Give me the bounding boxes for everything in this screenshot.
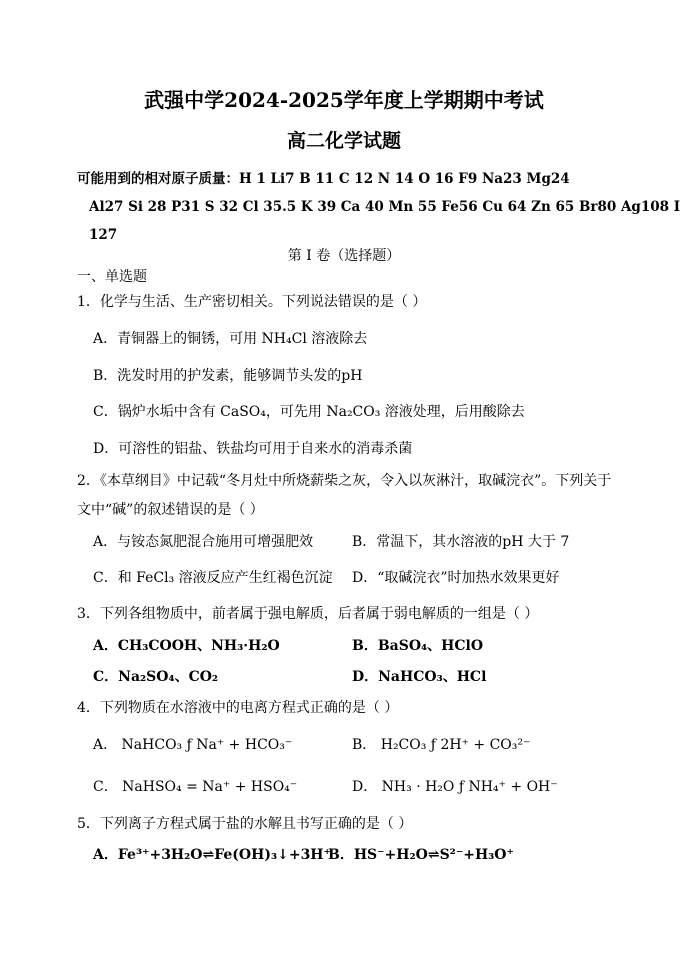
question-4-option-a: A． NaHCO₃ ƒ Na⁺ + HCO₃⁻ xyxy=(93,737,293,753)
atomic-masses-line-1: 可能用到的相对原子质量：H 1 Li7 B 11 C 12 N 14 O 16 F9 Na23 Mg24 xyxy=(77,171,570,187)
question-2-stem-line-1: 2．《本草纲目》中记载“冬月灶中所烧薪柴之灰，令入以灰淋汁，取碱浣衣”。下列关于 xyxy=(77,473,612,489)
question-5-stem: 5．下列离子方程式属于盐的水解且书写正确的是（ ） xyxy=(77,816,413,832)
question-2-option-b: B．常温下，其水溶液的pH 大于 7 xyxy=(352,534,570,550)
atomic-masses-line-3: 127 xyxy=(89,227,118,243)
question-4-option-c: C． NaHSO₄ = Na⁺ + HSO₄⁻ xyxy=(93,779,298,795)
question-2-option-a: A．与铵态氮肥混合施用可增强肥效 xyxy=(93,534,314,550)
question-1-stem: 1．化学与生活、生产密切相关。下列说法错误的是（ ） xyxy=(77,294,427,310)
question-3-option-d: D．NaHCO₃、HCl xyxy=(352,669,487,685)
question-2-stem-line-2: 文中“碱”的叙述错误的是（ ） xyxy=(77,502,264,518)
question-2-option-c: C．和 FeCl₃ 溶液反应产生红褐色沉淀 xyxy=(93,570,333,586)
part-label: 一、单选题 xyxy=(77,269,147,285)
atomic-masses-line-2: Al27 Si 28 P31 S 32 Cl 35.5 K 39 Ca 40 Mn 55 Fe56 Cu 64 Zn 65 Br80 Ag108 I xyxy=(89,199,681,215)
question-5-option-a: A．Fe³⁺+3H₂O⇌Fe(OH)₃↓+3H⁺ xyxy=(93,847,331,863)
section-title: 第 I 卷（选择题） xyxy=(287,248,401,264)
question-3-option-a: A．CH₃COOH、NH₃·H₂O xyxy=(93,638,280,654)
question-3-stem: 3．下列各组物质中，前者属于强电解质，后者属于弱电解质的一组是（ ） xyxy=(77,606,539,622)
question-1-option-a: A．青铜器上的铜锈，可用 NH₄Cl 溶液除去 xyxy=(93,331,368,347)
question-5-option-b: B．HS⁻+H₂O⇌S²⁻+H₃O⁺ xyxy=(328,847,514,863)
question-1-option-d: D．可溶性的铝盐、铁盐均可用于自来水的消毒杀菌 xyxy=(93,441,413,457)
question-3-option-b: B．BaSO₄、HClO xyxy=(352,638,484,654)
question-1-option-b: B．洗发时用的护发素，能够调节头发的pH xyxy=(93,368,363,384)
question-4-option-d: D． NH₃ · H₂O ƒ NH₄⁺ + OH⁻ xyxy=(352,779,558,795)
exam-subtitle: 高二化学试题 xyxy=(286,130,401,152)
question-4-option-b: B． H₂CO₃ ƒ 2H⁺ + CO₃²⁻ xyxy=(352,737,531,753)
question-1-option-c: C．锅炉水垢中含有 CaSO₄，可先用 Na₂CO₃ 溶液处理，后用酸除去 xyxy=(93,404,525,420)
exam-title: 武强中学2024-2025学年度上学期期中考试 xyxy=(144,88,544,112)
question-3-option-c: C．Na₂SO₄、CO₂ xyxy=(93,669,219,685)
question-2-option-d: D．“取碱浣衣”时加热水效果更好 xyxy=(352,570,560,586)
question-4-stem: 4．下列物质在水溶液中的电离方程式正确的是（ ） xyxy=(77,700,399,716)
